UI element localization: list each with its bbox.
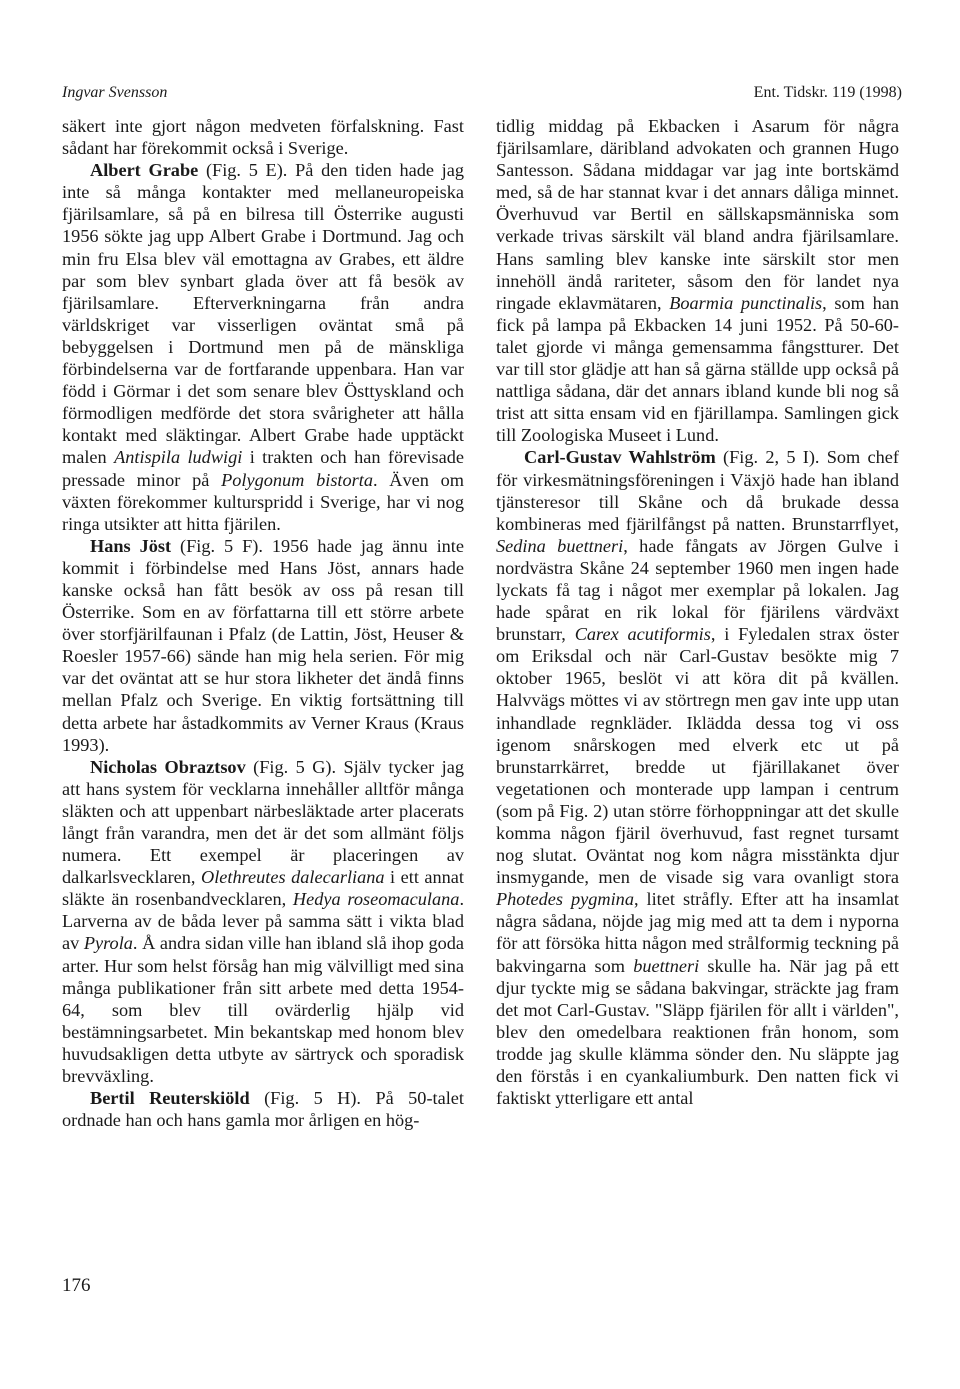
running-header-author: Ingvar Svensson bbox=[62, 84, 168, 101]
left-column bbox=[62, 115, 464, 1131]
species-name: Photedes pygmina bbox=[496, 889, 634, 910]
species-name: Antispila ludwigi bbox=[114, 447, 243, 468]
page-number: 176 bbox=[62, 1275, 91, 1296]
paragraph-albert-grabe: Albert Grabe (Fig. 5 E). På den tiden hade jag inte så många kontakter med mellaneuropeiska fjärilsamlare, så på en bilresa till Österrike augusti 1956 sökte jag upp Albert Grabe i Dortmund. Jag och min fru Elsa blev väl emottagna av Grabes, ett äldre par som blev synbart glada över att få besök av fjärilsamlare. Efterverkningarna från andra världskriget var visserligen oväntat små på bebyggelsen i Dortmund men på de mänskliga förbindelserna var de fortfarande uppenbara. Han var född i Görmar i det som senare blev Östtyskland och förmodligen medförde det stora svårigheter att hålla kontakt med släktingar. Albert Grabe hade upptäckt malen Antispila ludwigi i trakten och han förevisade pressade minor på Polygonum bistorta. Även om växten förekommer kulturspridd i Sverige, har vi nog ringa utsikter att hitta fjärilen. bbox=[62, 160, 465, 534]
paragraph-nicholas-obraztsov: Nicholas Obraztsov (Fig. 5 G). Själv tycker jag att hans system för vecklarna innehåller alltför många släkten och att uppenbart närbesläktade arter placerats långt från varandra, men det är det som allmänt följs numera. Ett exempel är placeringen av dalkarlsvecklaren, Olethreutes dalecarliana i ett annat släkte än rosenbandvecklaren, Hedya roseomaculana. Larverna av de båda lever på samma sätt i vikta blad av Pyrola. Å andra sidan ville han ibland slå ihop goda arter. Hur som helst försåg han mig välvilligt med sina många publikationer från sitt arbete med detta 1954-64, som blev till ovärderlig hjälp vid bestämningsarbetet. Min bekantskap med honom blev huvudsakligen detta utbyte av särtryck och sporadisk brevväxling. bbox=[62, 756, 465, 1087]
species-name: Carex acutiformis bbox=[574, 624, 711, 645]
right-column bbox=[496, 115, 899, 1109]
paragraph-hans-jost: Hans Jöst (Fig. 5 F). 1956 hade jag ännu inte kommit i förbindelse med Hans Jöst, annars hade kanske också han fått besök av oss på resan till Österrike. Som en av författarna till ett större arbete över storfjärilfaunan i Pfalz (de Lattin, Jöst, Heuser & Roesler 1957-66) sände han mig hela serien. För mig var det oväntat att se hur stora likheter det ändå finns mellan Pfalz och Sverige. En viktig fortsättning till detta arbete har åstadkommits av Verner Kraus (Kraus 1993). bbox=[62, 535, 464, 755]
paragraph: säkert inte gjort någon medveten förfalskning. Fast sådant har förekommit också i Sverige. bbox=[62, 116, 464, 159]
paragraph-carl-gustav-wahlstrom: Carl-Gustav Wahlström (Fig. 2, 5 I). Som chef för virkesmätningsföreningen i Växjö hade han ibland tjänsteresor till Skåne och då brukade dessa kombineras med fjärilfångst på natten. Brunstarrflyet, Sedina buettneri, hade fångats av Jörgen Gulve i nordvästra Skåne 24 september 1960 men ingen hade lyckats få tag i något mer exemplar på lokalen. Jag hade spårat en rik lokal för fjärilens värdväxt brunstarr, Carex acutiformis, i Fyledalen strax öster om Eriksdal och när Carl-Gustav besökte mig 7 oktober 1965, beslöt vi att köra dit på kvällen. Halvvägs möttes vi av störtregn men gav inte upp utan inhandlade regnkläder. Iklädda dessa tog vi oss igenom snårskogen med elverk etc ut på brunstarrkärret, bredde ut fjärillakanet över vegetationen och monterade upp lampan i centrum (som på Fig. 2) utan större förhoppningar att det skulle komma någon fjäril överhuvud, fast regnet tursamt nog slutat. Oväntat nog kom några misstänkta djur insmygande, men de visade sig vara ovanligt stora Photedes pygmina, litet stråfly. Efter att ha insamlat några sådana, nöjde jag mig med att ta dem i nyporna för att försöka hitta någon med strålformig teckning på bakvingarna som buettneri skulle ha. När jag på ett djur tyckte mig se sådana bakvingar, sträckte jag fram det mot Carl-Gustav. "Släpp fjärilen för allt i världen", blev den omedelbara reaktionen från honom, som trodde jag skulle klämma sönder den. Nu släppte jag den förstås i en cyankaliumburk. Den natten fick vi faktiskt ytterligare ett antal bbox=[496, 447, 900, 1109]
species-name: Boarmia punctinalis bbox=[669, 292, 823, 313]
paragraph-bertil-reuterskiold: Bertil Reuterskiöld (Fig. 5 H). På 50-talet ordnade han och hans gamla mor årligen en hög- bbox=[62, 1088, 464, 1131]
running-header-journal: Ent. Tidskr. 119 (1998) bbox=[753, 84, 902, 101]
species-name: Hedya roseomaculana bbox=[292, 889, 460, 910]
paragraph: tidlig middag på Ekbacken i Asarum för några fjärilsamlare, däribland advokaten och grannen Hugo Santesson. Sådana middagar var jag inte bortskämd med, så de har stannat kvar i det annars dåliga minnet. Överhuvud var Bertil en sällskapsmänniska som verkade trivas särskilt väl bland andra fjärilsamlare. Hans samling blev kanske inte särskilt stor men innehöll ändå rariteter, såsom den för landet nya ringade eklavmätaren, Boarmia punctinalis, som han fick på lampa på Ekbacken 14 juni 1952. På 50-60-talet gjorde vi många gemensamma fångstturer. Det var till stor glädje att han så gärna ställde upp också på nattliga sådana, där det annars ibland kunde bli nog så trist att sitta ensam vid en fjärillampa. Samlingen gick till Zoologiska Museet i Lund. bbox=[496, 116, 899, 446]
person-name: Bertil Reuterskiöld bbox=[90, 1088, 250, 1109]
species-name: Polygonum bistorta bbox=[221, 469, 373, 490]
person-name: Carl-Gustav Wahlström bbox=[524, 447, 716, 468]
species-name: buettneri bbox=[633, 955, 700, 976]
species-name: Pyrola bbox=[83, 933, 133, 954]
species-name: Sedina buettneri bbox=[496, 535, 624, 556]
person-name: Albert Grabe bbox=[90, 160, 199, 181]
person-name: Nicholas Obraztsov bbox=[90, 756, 246, 777]
person-name: Hans Jöst bbox=[90, 535, 172, 556]
species-name: Olethreutes dalecarliana bbox=[201, 867, 385, 888]
running-header bbox=[62, 84, 902, 108]
